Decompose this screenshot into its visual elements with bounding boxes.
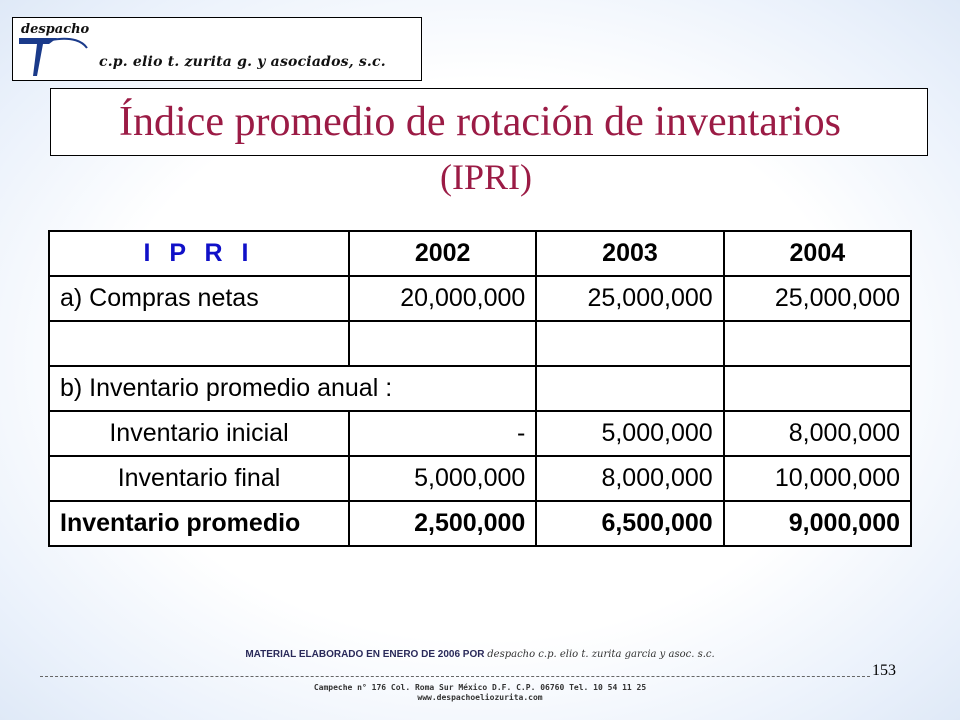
footer-note — [0, 649, 960, 660]
page-title: Índice promedio de rotación de inventarios — [119, 99, 841, 145]
header-cell-2003: 2003 — [536, 231, 723, 276]
table-row-inventario-inicial — [49, 411, 911, 456]
table-header-row — [49, 231, 911, 276]
cell-value: 25,000,000 — [536, 276, 723, 321]
company-logo — [12, 17, 422, 81]
footer-website: www.despachoeliozurita.com — [417, 693, 543, 702]
cell-value: 2,500,000 — [349, 501, 536, 546]
table-row-inventario-promedio-anual — [49, 366, 911, 411]
header-cell-label: I P R I — [49, 231, 349, 276]
table-row-empty — [49, 321, 911, 366]
cell-value: - — [349, 411, 536, 456]
cell-value — [536, 366, 723, 411]
logo-firm-name: c.p. elio t. zurita g. y asociados, s.c. — [99, 54, 386, 70]
cell-value: 5,000,000 — [349, 456, 536, 501]
page-number: 153 — [872, 662, 896, 679]
row-label: Inventario promedio — [49, 501, 349, 546]
cell-value — [349, 321, 536, 366]
header-cell-2004: 2004 — [724, 231, 911, 276]
cell-value: 6,500,000 — [536, 501, 723, 546]
table-row-inventario-promedio — [49, 501, 911, 546]
row-label: Inventario final — [49, 456, 349, 501]
cell-value: 5,000,000 — [536, 411, 723, 456]
cell-value: 8,000,000 — [724, 411, 911, 456]
cell-value — [724, 321, 911, 366]
row-label: Inventario inicial — [49, 411, 349, 456]
header-cell-2002: 2002 — [349, 231, 536, 276]
ipri-table — [48, 230, 912, 547]
cell-value: 10,000,000 — [724, 456, 911, 501]
row-label-span: b) Inventario promedio anual : — [49, 366, 536, 411]
row-label — [49, 321, 349, 366]
cell-value — [724, 366, 911, 411]
footer-note-firm: despacho c.p. elio t. zurita garcia y asoc. s.c. — [487, 649, 715, 660]
footer-address: Campeche n° 176 Col. Roma Sur México D.F. C.P. 06760 Tel. 10 54 11 25 — [313, 683, 647, 692]
table-row-inventario-final — [49, 456, 911, 501]
page-subtitle: (IPRI) — [440, 157, 532, 197]
cell-value: 8,000,000 — [536, 456, 723, 501]
footer-note-text: MATERIAL ELABORADO EN ENERO DE 2006 POR — [245, 649, 485, 660]
cell-value: 25,000,000 — [724, 276, 911, 321]
table-row-compras — [49, 276, 911, 321]
footer-divider — [40, 676, 870, 677]
cell-value: 9,000,000 — [724, 501, 911, 546]
row-label: a) Compras netas — [49, 276, 349, 321]
cell-value — [536, 321, 723, 366]
logo-brand: despacho — [21, 22, 90, 37]
cell-value: 20,000,000 — [349, 276, 536, 321]
